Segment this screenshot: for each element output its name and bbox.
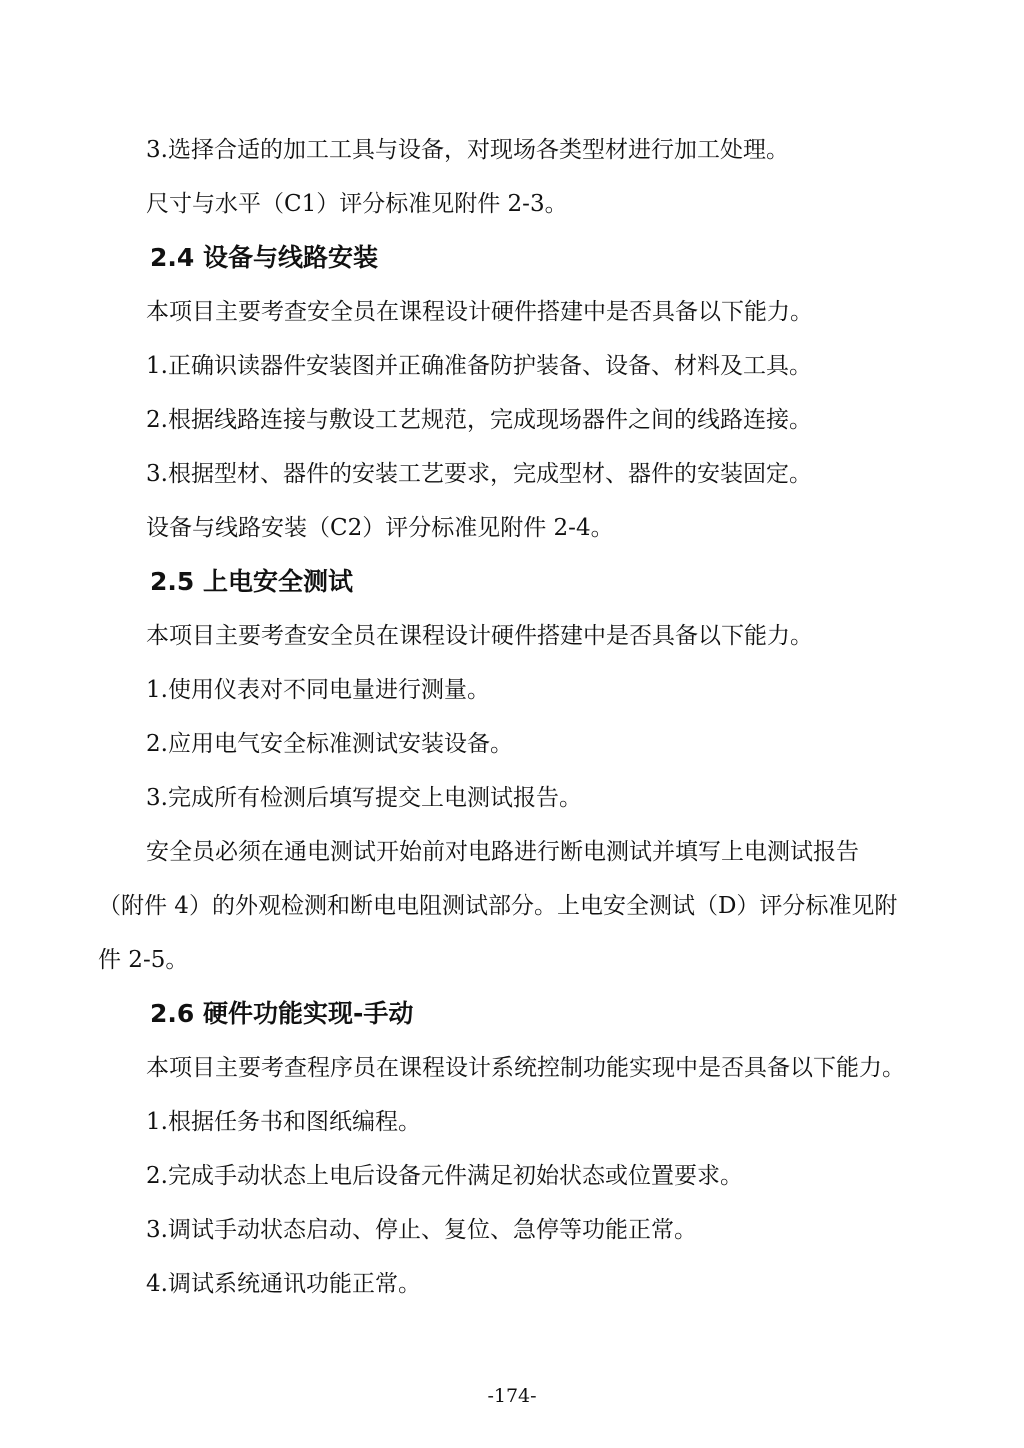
list-item: 1.正确识读器件安装图并正确准备防护装备、设备、材料及工具。 <box>146 353 812 379</box>
paragraph: 本项目主要考查安全员在课程设计硬件搭建中是否具备以下能力。 <box>146 623 813 649</box>
list-item: 3.完成所有检测后填写提交上电测试报告。 <box>146 785 582 811</box>
paragraph: 设备与线路安装（C2）评分标准见附件 2-4。 <box>146 515 614 541</box>
paragraph-continuation: 件 2-5。 <box>98 947 189 973</box>
list-item: 1.使用仪表对不同电量进行测量。 <box>146 677 490 703</box>
list-item: 2.完成手动状态上电后设备元件满足初始状态或位置要求。 <box>146 1163 743 1189</box>
section-heading: 2.5 上电安全测试 <box>150 567 353 596</box>
paragraph: 尺寸与水平（C1）评分标准见附件 2-3。 <box>146 191 568 217</box>
section-heading: 2.6 硬件功能实现-手动 <box>150 999 414 1028</box>
page-number: -174- <box>487 1385 537 1407</box>
paragraph: 本项目主要考查程序员在课程设计系统控制功能实现中是否具备以下能力。 <box>146 1055 905 1081</box>
list-item: 3.调试手动状态启动、停止、复位、急停等功能正常。 <box>146 1217 697 1243</box>
list-item: 1.根据任务书和图纸编程。 <box>146 1109 421 1135</box>
list-item: 3.根据型材、器件的安装工艺要求，完成型材、器件的安装固定。 <box>146 461 812 487</box>
list-item: 2.根据线路连接与敷设工艺规范，完成现场器件之间的线路连接。 <box>146 407 812 433</box>
paragraph: 本项目主要考查安全员在课程设计硬件搭建中是否具备以下能力。 <box>146 299 813 325</box>
list-item: 3.选择合适的加工工具与设备，对现场各类型材进行加工处理。 <box>146 137 789 163</box>
list-item: 2.应用电气安全标准测试安装设备。 <box>146 731 513 757</box>
paragraph: 安全员必须在通电测试开始前对电路进行断电测试并填写上电测试报告 <box>146 839 859 865</box>
paragraph-continuation: （附件 4）的外观检测和断电电阻测试部分。上电安全测试（D）评分标准见附 <box>98 893 898 919</box>
list-item: 4.调试系统通讯功能正常。 <box>146 1271 421 1297</box>
section-heading: 2.4 设备与线路安装 <box>150 243 378 272</box>
